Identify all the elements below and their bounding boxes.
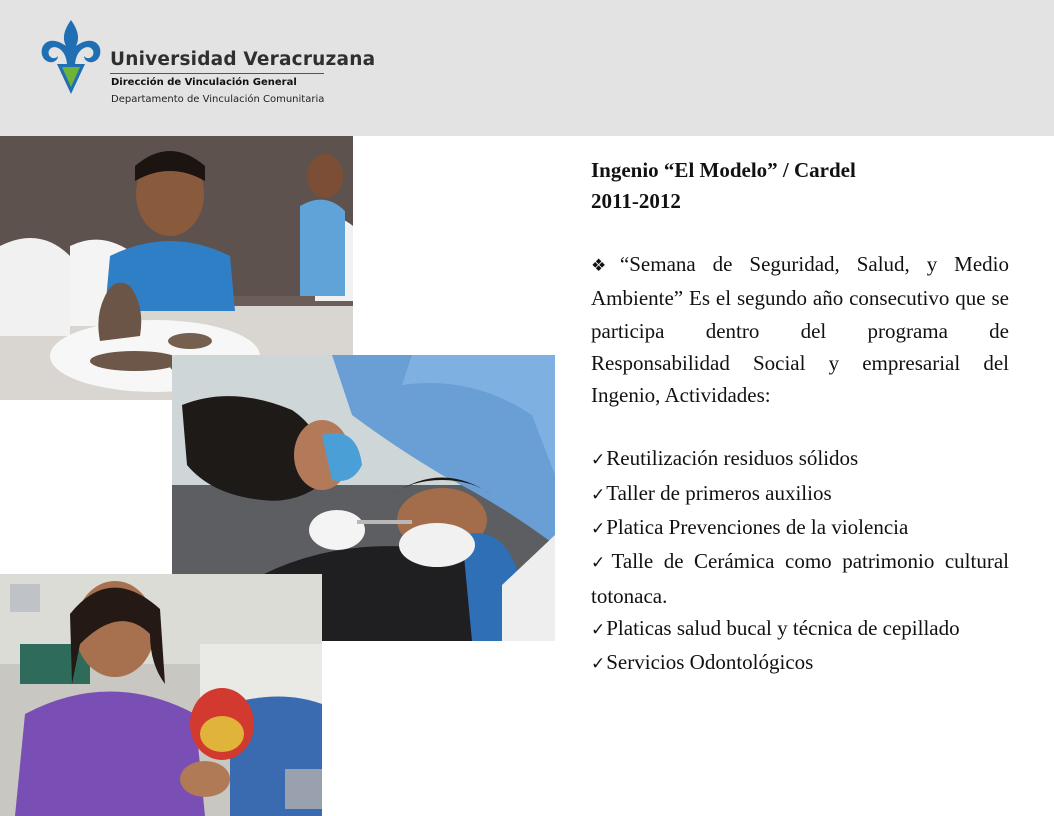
list-item: ✓Reutilización residuos sólidos	[591, 446, 859, 471]
checkmark-icon: ✓	[591, 553, 611, 573]
title-year: 2011-2012	[591, 189, 681, 213]
university-name: Universidad Veracruzana	[110, 49, 376, 70]
checkmark-icon: ✓	[591, 519, 606, 539]
header-divider	[110, 73, 324, 74]
checkmark-icon: ✓	[591, 484, 606, 504]
photo-woman-craft	[0, 574, 322, 816]
checkmark-icon: ✓	[591, 450, 606, 470]
page-title	[591, 155, 1009, 217]
checkmark-icon: ✓	[591, 619, 606, 639]
description-paragraph	[591, 248, 1009, 411]
list-item: ✓Platicas salud bucal y técnica de cepillado	[591, 615, 960, 640]
list-item: ✓Talle de Cerámica como patrimonio cultural totonaca.	[591, 549, 1009, 608]
university-logo-icon	[40, 18, 102, 96]
checkmark-icon: ✓	[591, 654, 606, 674]
description-text: “Semana de Seguridad, Salud, y Medio Ambiente” Es el segundo año consecutivo que se participa dentro del programa de Responsabilidad Social y empresarial del Ingenio, Actividades:	[591, 252, 1009, 408]
list-item: ✓Platica Prevenciones de la violencia	[591, 515, 909, 540]
activity-summary	[591, 155, 1009, 681]
diamond-bullet-icon: ❖	[591, 256, 618, 275]
list-item: ✓Taller de primeros auxilios	[591, 480, 832, 505]
department-name: Departamento de Vinculación Comunitaria	[111, 94, 325, 105]
list-item: ✓Servicios Odontológicos	[591, 650, 814, 675]
activities-list	[591, 442, 1009, 680]
header-banner	[0, 0, 1054, 136]
title-line-1: Ingenio “El Modelo” / Cardel	[591, 158, 856, 182]
direction-name: Dirección de Vinculación General	[111, 77, 297, 88]
